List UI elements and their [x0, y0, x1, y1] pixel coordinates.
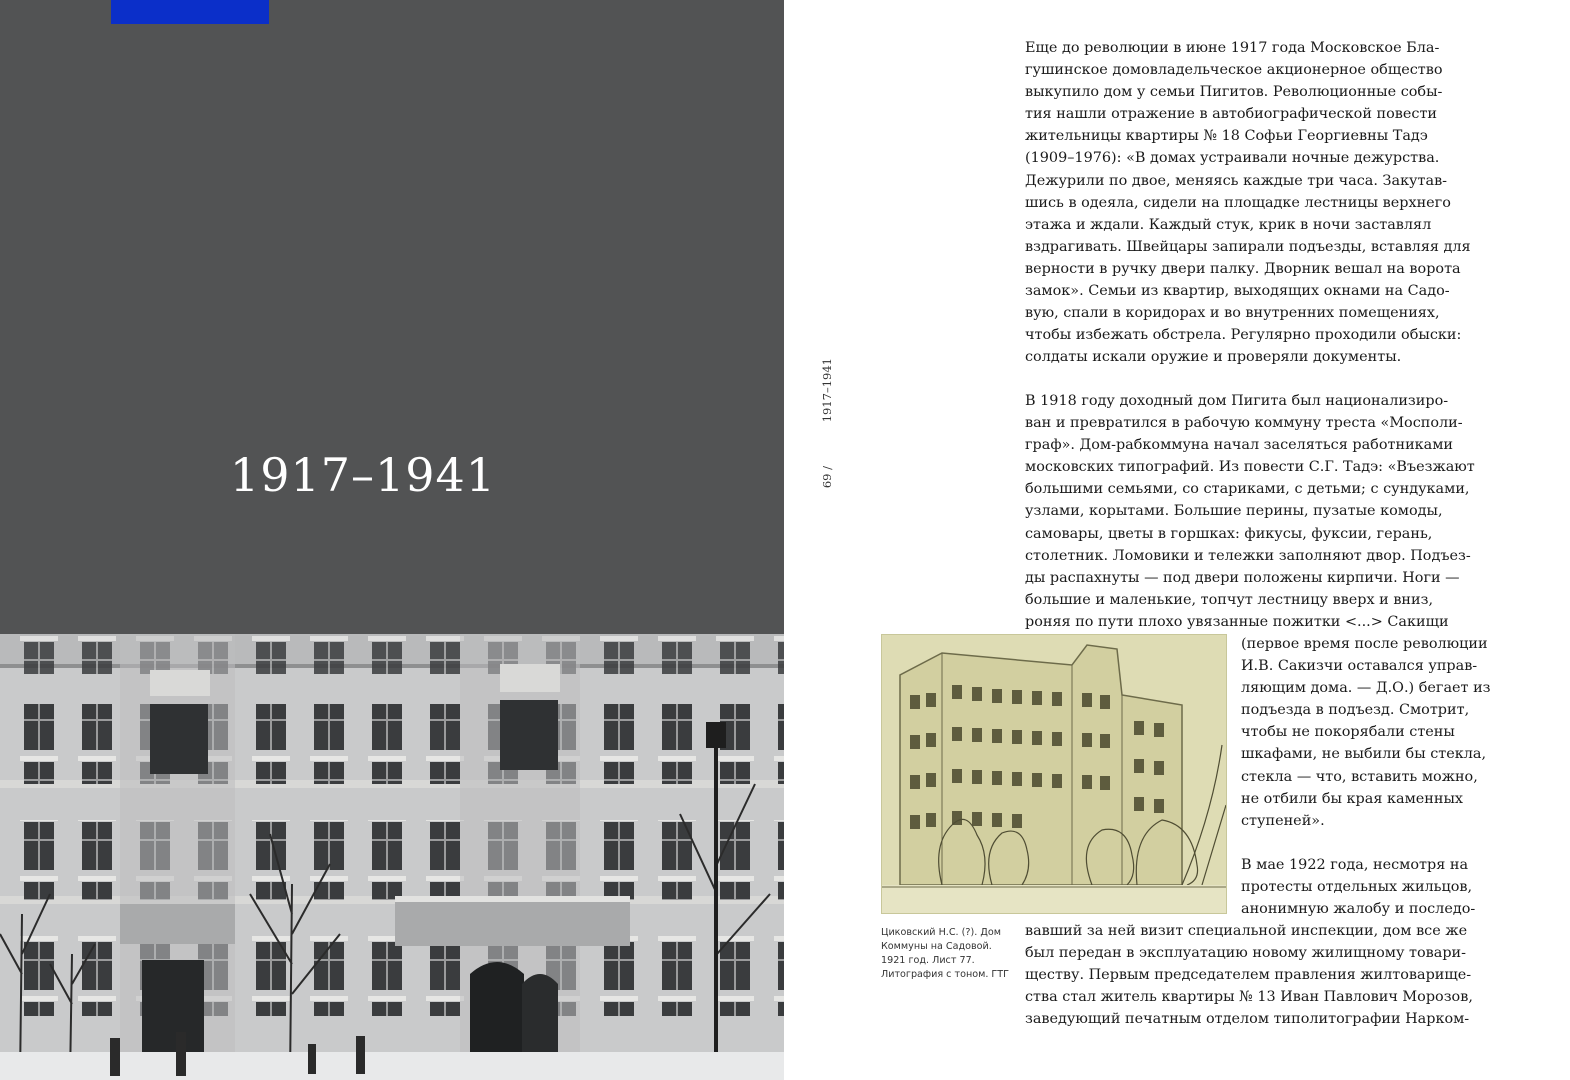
- right-page: [784, 0, 1570, 1080]
- running-head-page-number: 69 /: [820, 466, 834, 489]
- paragraph-5: вавший за ней визит специальной инспекции, дом все же был передан в эксплуатацию новому жилищному товари- ществу. Первым председателем правления жилтоварище- ства стал житель квартиры № 13 Иван Павлович Морозов, заведующий печатным отделом типолитографии Нарком-: [1025, 923, 1473, 1028]
- building-photo: [0, 634, 784, 1080]
- lithograph-illustration: [881, 634, 1227, 914]
- paragraph-2: В 1918 году доходный дом Пигита был национализиро- ван и превратился в рабочую коммуну треста «Мосполи- граф». Дом-рабкоммуна начал заселяться работниками московских типографий. Из повести С.Г. Тадэ: «Въезжают большими семьями, со стариками, с детьми; с сундуками, узлами, корытами. Большие перины, пузатые комоды, самовары, цветы в горшках: фикусы, фуксии, герань, столетник. Ломовики и тележки заполняют двор. Подъез- ды распахнуты — под двери положены кирпичи. Ноги — большие и маленькие, топчут лестницу вверх и вниз, роняя по пути плохо увязанные пожитки <...> Сакищи: [1025, 393, 1475, 630]
- figure-caption: Циковский Н.С. (?). Дом Коммуны на Садовой. 1921 год. Лист 77. Литография с тоном. ГТГ: [881, 927, 1009, 980]
- paragraph-3: (первое время после революции И.В. Сакизчи оставался управ- ляющим дома. — Д.О.) бегает из подъезда в подъезд. Смотрит, чтобы не покорябали стены шкафами, не выбили бы стекла, стекла — что, вставить можно, не отбили бы края каменных ступеней».: [1241, 636, 1491, 829]
- paragraph-4: В мае 1922 года, несмотря на протесты отдельных жильцов, анонимную жалобу и последо-: [1241, 857, 1476, 918]
- running-head-section: 1917–1941: [820, 358, 834, 423]
- paragraph-1: Еще до революции в июне 1917 года Московское Бла- гушинское домовладельческое акционерное общество выкупило дом у семьи Пигитов. Революционные собы- тия нашли отражение в автобиографической повести жительницы квартиры № 18 Софьи Георгиевны Тадэ (1909–1976): «В домах устраивали ночные дежурства. Дежурили по двое, меняясь каждые три часа. Закутав- шись в одеяла, сидели на площадке лестницы верхнего этажа и ждали. Каждый стук, крик в ночи заставлял вздрагивать. Швейцары запирали подъезды, вставляя для верности в ручку двери палку. Дворник вешал на ворота замок». Семьи из квартир, выходящих окнами на Садо- вую, спали в коридорах и во внутренних помещениях, чтобы избежать обстрела. Регулярно проходили обыски: солдаты искали оружие и проверяли документы.: [1025, 40, 1471, 366]
- left-page: [0, 0, 784, 1080]
- blue-accent-tab: [111, 0, 269, 24]
- chapter-title: 1917–1941: [229, 448, 497, 502]
